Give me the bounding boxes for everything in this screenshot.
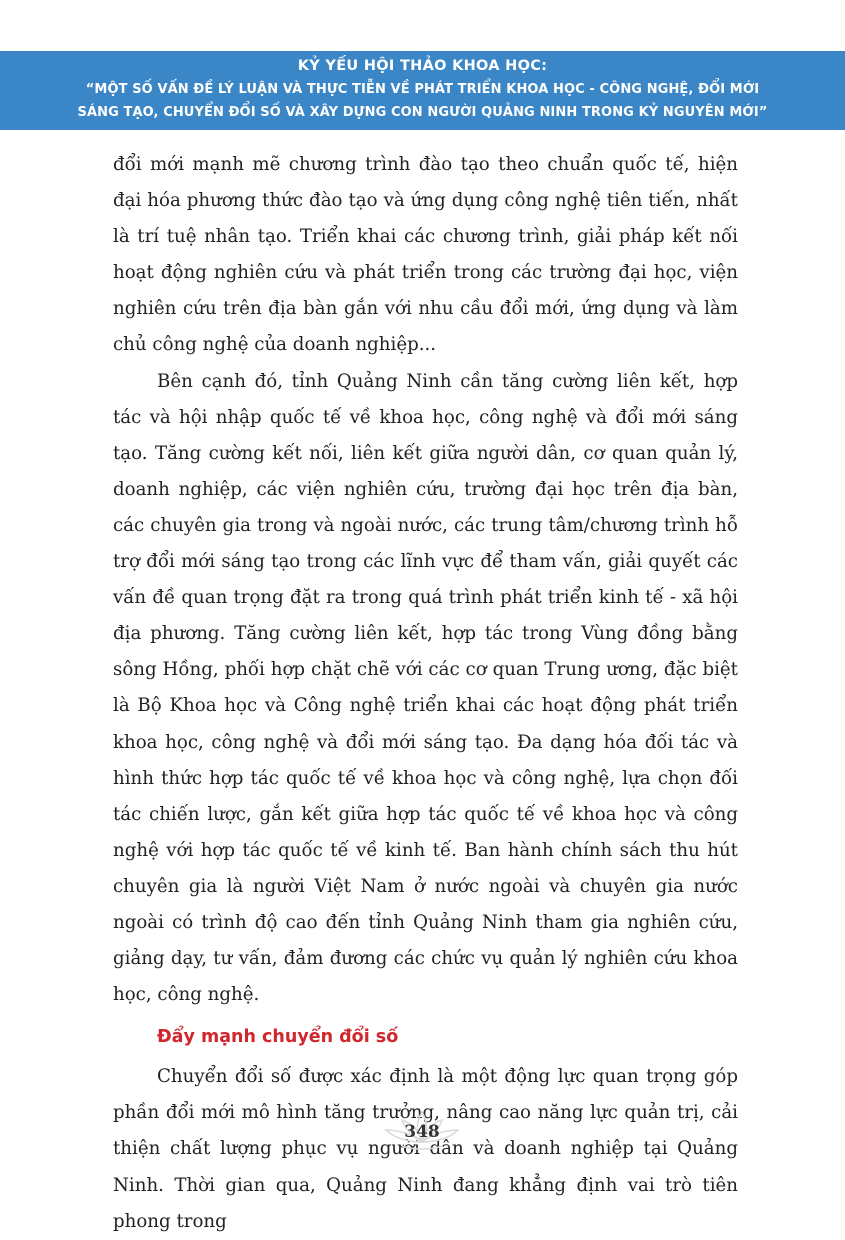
header-title: KỶ YẾU HỘI THẢO KHOA HỌC: bbox=[297, 58, 548, 74]
page-body bbox=[113, 147, 738, 1240]
body-paragraph-3: Chuyển đổi số được xác định là một động lực quan trọng góp phần đổi mới mô hình tăng trưởng, nâng cao năng lực quản trị, cải thiện chất lượng phục vụ người dân và doanh nghiệp tại Quảng Ninh. Thời gian qua, Quảng Ninh đang khẳng định vai trò tiên phong trong bbox=[113, 1066, 738, 1232]
section-heading: Đẩy mạnh chuyển đổi số bbox=[157, 1027, 399, 1048]
header-banner bbox=[0, 51, 845, 130]
header-subtitle-line1: “MỘT SỐ VẤN ĐỀ LÝ LUẬN VÀ THỰC TIỄN VỀ PHÁT TRIỂN KHOA HỌC - CÔNG NGHỆ, ĐỔI MỚI bbox=[85, 82, 760, 97]
header-subtitle-line2: SÁNG TẠO, CHUYỂN ĐỔI SỐ VÀ XÂY DỰNG CON NGƯỜI QUẢNG NINH TRONG KỶ NGUYÊN MỚI” bbox=[77, 105, 768, 120]
page-footer bbox=[372, 1108, 472, 1158]
page-number: 348 bbox=[404, 1122, 440, 1142]
body-paragraph-1: đổi mới mạnh mẽ chương trình đào tạo theo chuẩn quốc tế, hiện đại hóa phương thức đào tạo và ứng dụng công nghệ tiên tiến, nhất là trí tuệ nhân tạo. Triển khai các chương trình, giải pháp kết nối hoạt động nghiên cứu và phát triển trong các trường đại học, viện nghiên cứu trên địa bàn gắn với nhu cầu đổi mới, ứng dụng và làm chủ công nghệ của doanh nghiệp... bbox=[113, 154, 738, 356]
body-paragraph-2: Bên cạnh đó, tỉnh Quảng Ninh cần tăng cường liên kết, hợp tác và hội nhập quốc tế về khoa học, công nghệ và đổi mới sáng tạo. Tăng cường kết nối, liên kết giữa người dân, cơ quan quản lý, doanh nghiệp, các viện nghiên cứu, trường đại học trên địa bàn, các chuyên gia trong và ngoài nước, các trung tâm/chương trình hỗ trợ đổi mới sáng tạo trong các lĩnh vực để tham vấn, giải quyết các vấn đề quan trọng đặt ra trong quá trình phát triển kinh tế - xã hội địa phương. Tăng cường liên kết, hợp tác trong Vùng đồng bằng sông Hồng, phối hợp chặt chẽ với các cơ quan Trung ương, đặc biệt là Bộ Khoa học và Công nghệ triển khai các hoạt động phát triển khoa học, công nghệ và đổi mới sáng tạo. Đa dạng hóa đối tác và hình thức hợp tác quốc tế về khoa học và công nghệ, lựa chọn đối tác chiến lược, gắn kết giữa hợp tác quốc tế về khoa học và công nghệ với hợp tác quốc tế về kinh tế. Ban hành chính sách thu hút chuyên gia là người Việt Nam ở nước ngoài và chuyên gia nước ngoài có trình độ cao đến tỉnh Quảng Ninh tham gia nghiên cứu, giảng dạy, tư vấn, đảm đương các chức vụ quản lý nghiên cứu khoa học, công nghệ. bbox=[113, 370, 738, 1006]
